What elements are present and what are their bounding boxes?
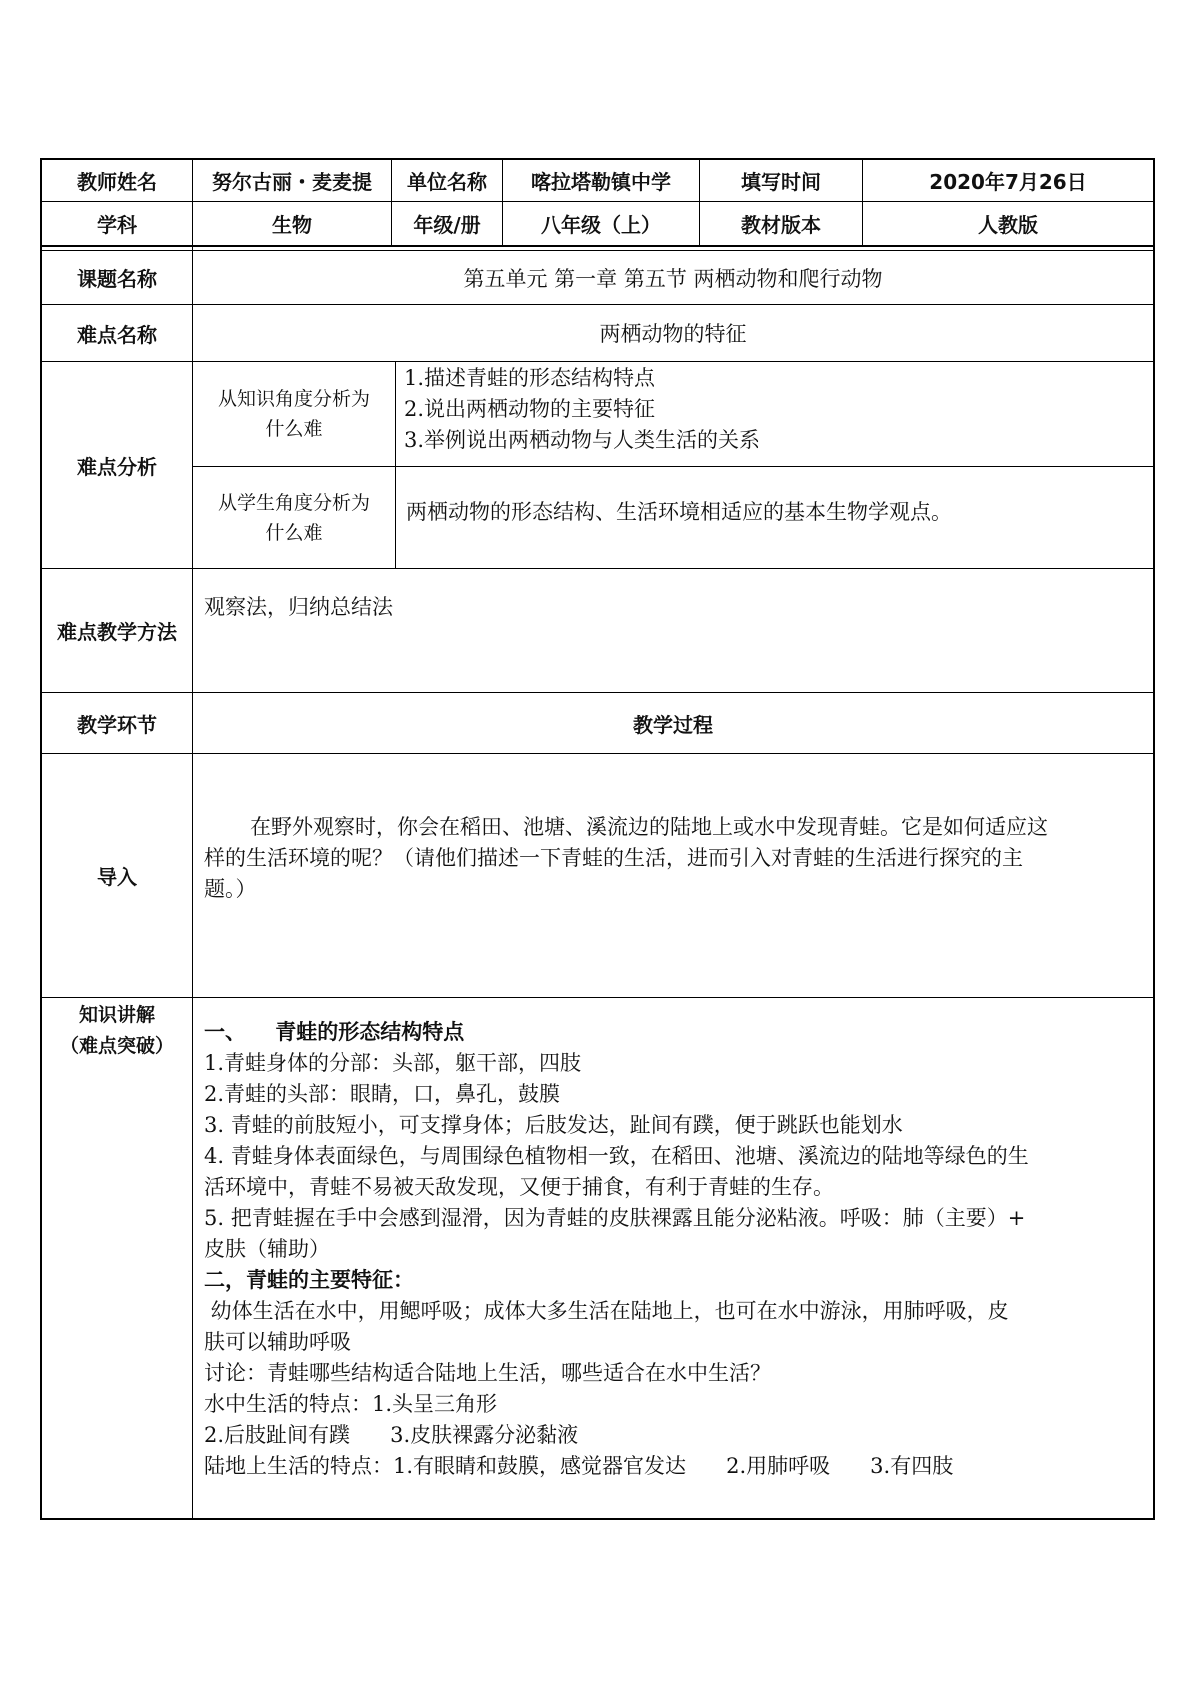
knowledge-angle-label-line: 什么难 [265,418,323,440]
intro-line: 题。） [204,877,257,901]
intro-text [204,812,1149,905]
knowledge-line: 5. 把青蛙握在手中会感到湿滑，因为青蛙的皮肤裸露且能分泌粘液。呼吸：肺（主要）+ [204,1206,1026,1230]
student-angle-label [193,467,395,568]
analysis-label: 难点分析 [77,454,157,479]
knowledge-line: 3. 青蛙的前肢短小，可支撑身体；后肢发达，趾间有蹼，便于跳跃也能划水 [204,1113,903,1137]
knowledge-label-line: 知识讲解 [78,1004,155,1026]
knowledge-heading: 一、 青蛙的形态结构特点 [204,1020,465,1044]
method-label: 难点教学方法 [57,620,177,644]
knowledge-label [42,1000,192,1062]
teacher-value: 努尔古丽・麦麦提 [212,170,372,194]
knowledge-line: 肤可以辅助呼吸 [204,1330,351,1354]
row-divider [40,997,1155,998]
process-label: 教学过程 [633,712,713,737]
method-value: 观察法，归纳总结法 [204,595,393,619]
col-divider [395,361,396,569]
difficulty-label: 难点名称 [77,322,157,347]
knowledge-line: 皮肤（辅助） [204,1237,330,1261]
topic-label: 课题名称 [77,267,157,291]
knowledge-heading: 二，青蛙的主要特征： [204,1268,414,1292]
intro-line: 样的生活环境的呢？（请他们描述一下青蛙的生活，进而引入对青蛙的生活进行探究的主 [204,846,1023,870]
unit-label: 单位名称 [407,170,487,194]
knowledge-angle-label [193,362,395,466]
knowledge-line: 水中生活的特点：1.头呈三角形 [204,1392,498,1416]
table-border-right [1153,158,1155,1520]
knowledge-line: 4. 青蛙身体表面绿色，与周围绿色植物相一致，在稻田、池塘、溪流边的陆地等绿色的生 [204,1144,1029,1168]
row-divider [40,568,1155,569]
knowledge-angle-label-line: 从知识角度分析为 [217,388,370,410]
intro-label: 导入 [97,865,137,889]
row-divider [40,245,1155,247]
knowledge-line: 2.后肢趾间有蹼 3.皮肤裸露分泌黏液 [204,1423,579,1447]
topic-value: 第五单元 第一章 第五节 两栖动物和爬行动物 [463,266,883,291]
knowledge-line: 幼体生活在水中，用鳃呼吸；成体大多生活在陆地上，也可在水中游泳，用肺呼吸，皮 [204,1299,1009,1323]
knowledge-line: 讨论：青蛙哪些结构适合陆地上生活，哪些适合在水中生活？ [204,1361,771,1385]
knowledge-item: 1.描述青蛙的形态结构特点 [404,366,656,390]
date-value: 2020年7月26日 [929,170,1087,194]
grade-value: 八年级（上） [541,213,661,237]
knowledge-label-line: （难点突破） [59,1035,174,1057]
knowledge-line: 活环境中，青蛙不易被天敌发现，又便于捕食，有利于青蛙的生存。 [204,1175,834,1199]
table-border-bottom [40,1518,1155,1520]
knowledge-line: 陆地上生活的特点：1.有眼睛和鼓膜，感觉器官发达 2.用肺呼吸 3.有四肢 [204,1454,954,1478]
knowledge-item: 3.举例说出两栖动物与人类生活的关系 [404,428,761,452]
student-angle-text: 两栖动物的形态结构、生活环境相适应的基本生物学观点。 [406,500,952,524]
edition-value: 人教版 [978,213,1038,237]
subject-value: 生物 [272,213,312,237]
student-angle-label-line: 什么难 [265,521,323,544]
student-angle-label-line: 从学生角度分析为 [217,491,370,514]
difficulty-value: 两栖动物的特征 [599,322,747,346]
subject-label: 学科 [97,213,137,237]
knowledge-line: 1.青蛙身体的分部：头部，躯干部，四肢 [204,1051,582,1075]
knowledge-content [204,1017,1149,1482]
knowledge-angle-items [404,363,1149,456]
process-step-label: 教学环节 [77,712,157,737]
grade-label: 年级/册 [413,213,481,237]
intro-line: 在野外观察时，你会在稻田、池塘、溪流边的陆地上或水中发现青蛙。它是如何适应这 [250,815,1048,839]
knowledge-item: 2.说出两栖动物的主要特征 [404,397,656,421]
teacher-label: 教师姓名 [77,170,157,194]
unit-value: 喀拉塔勒镇中学 [531,170,671,194]
edition-label: 教材版本 [741,213,821,237]
date-label: 填写时间 [741,170,821,194]
row-divider [40,753,1155,754]
knowledge-line: 2.青蛙的头部：眼睛，口，鼻孔，鼓膜 [204,1082,561,1106]
